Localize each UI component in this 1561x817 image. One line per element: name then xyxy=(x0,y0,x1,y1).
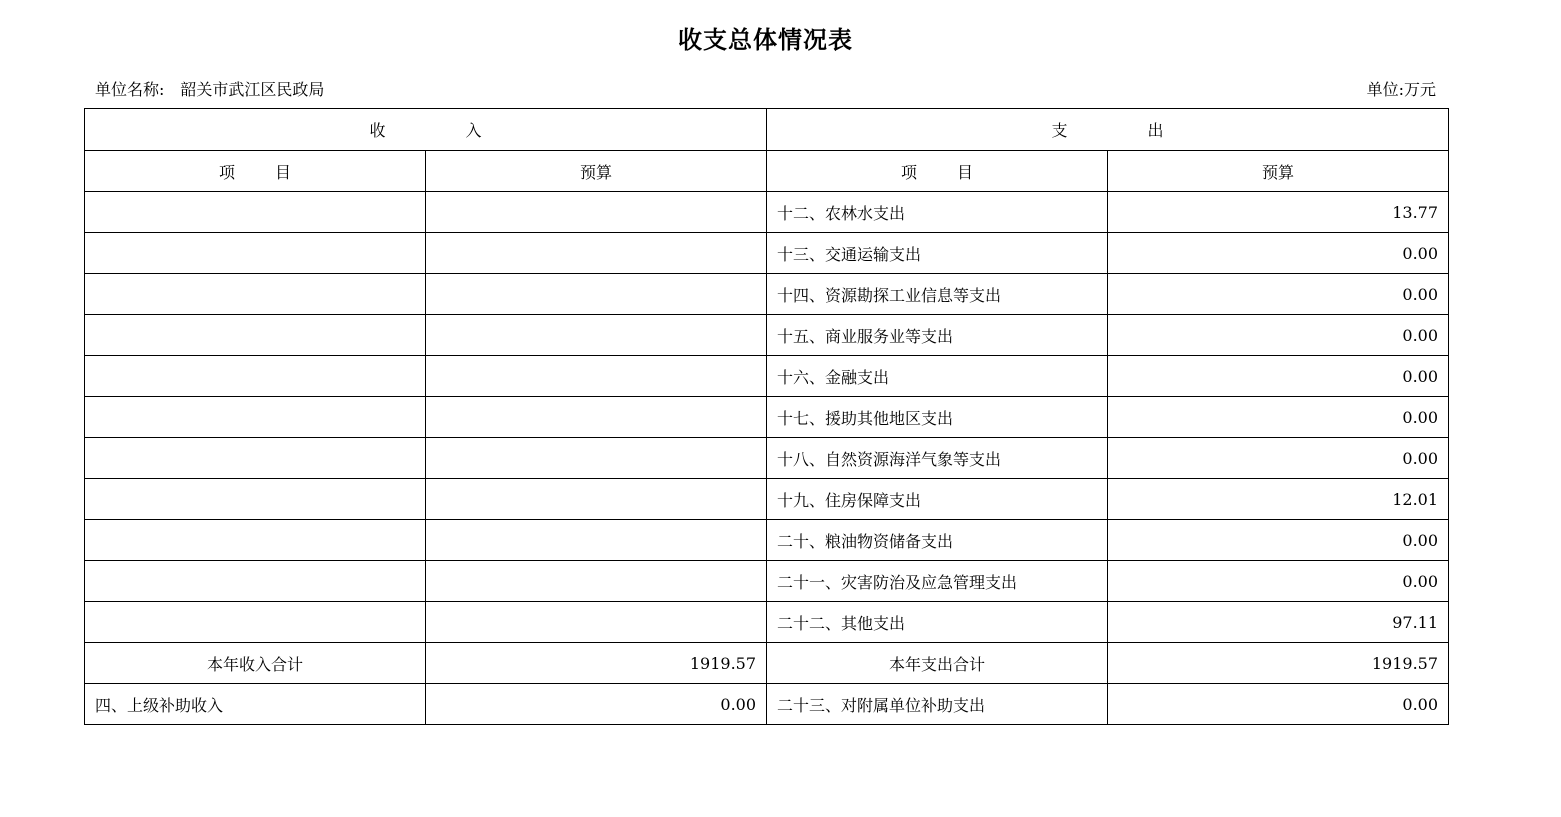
subsidy-row xyxy=(85,684,1449,725)
income-item-cell xyxy=(85,274,426,315)
expense-amount-cell: 0.00 xyxy=(1108,315,1449,356)
income-total-amount: 1919.57 xyxy=(426,643,767,684)
expense-item-header: 项目 xyxy=(767,151,1108,192)
expense-amount-cell: 0.00 xyxy=(1108,356,1449,397)
table-row xyxy=(85,315,1449,356)
section-header-row xyxy=(85,109,1449,151)
expense-amount-cell: 13.77 xyxy=(1108,192,1449,233)
organization-line xyxy=(95,77,324,100)
income-section-header: 收入 xyxy=(85,109,767,151)
expense-budget-header: 预算 xyxy=(1108,151,1449,192)
expense-amount-cell: 97.11 xyxy=(1108,602,1449,643)
income-amount-cell xyxy=(426,274,767,315)
expense-item-cell: 十九、住房保障支出 xyxy=(767,479,1108,520)
table-row xyxy=(85,233,1449,274)
table-row xyxy=(85,561,1449,602)
expense-amount-cell: 0.00 xyxy=(1108,438,1449,479)
expense-amount-cell: 0.00 xyxy=(1108,520,1449,561)
budget-table xyxy=(84,108,1449,725)
income-item-cell xyxy=(85,479,426,520)
expense-total-amount: 1919.57 xyxy=(1108,643,1449,684)
table-row xyxy=(85,602,1449,643)
income-amount-cell xyxy=(426,397,767,438)
expense-item-cell: 十七、援助其他地区支出 xyxy=(767,397,1108,438)
income-item-cell xyxy=(85,233,426,274)
income-item-cell xyxy=(85,561,426,602)
expense-item-cell: 二十、粮油物资储备支出 xyxy=(767,520,1108,561)
expense-amount-cell: 0.00 xyxy=(1108,684,1449,725)
expense-amount-cell: 0.00 xyxy=(1108,233,1449,274)
income-item-cell xyxy=(85,356,426,397)
expense-amount-cell: 12.01 xyxy=(1108,479,1449,520)
currency-unit: 单位:万元 xyxy=(1366,80,1436,99)
expense-section-header: 支出 xyxy=(767,109,1449,151)
income-item-cell xyxy=(85,602,426,643)
page-title: 收支总体情况表 xyxy=(678,26,853,54)
expense-item-cell: 十六、金融支出 xyxy=(767,356,1108,397)
expense-item-cell: 十四、资源勘探工业信息等支出 xyxy=(767,274,1108,315)
income-item-cell xyxy=(85,192,426,233)
income-budget-header: 预算 xyxy=(426,151,767,192)
expense-item-cell: 十五、商业服务业等支出 xyxy=(767,315,1108,356)
expense-item-cell: 二十一、灾害防治及应急管理支出 xyxy=(767,561,1108,602)
expense-total-label: 本年支出合计 xyxy=(767,643,1108,684)
expense-amount-cell: 0.00 xyxy=(1108,561,1449,602)
column-header-row xyxy=(85,151,1449,192)
income-amount-cell xyxy=(426,602,767,643)
expense-item-cell: 十八、自然资源海洋气象等支出 xyxy=(767,438,1108,479)
income-amount-cell: 0.00 xyxy=(426,684,767,725)
totals-row xyxy=(85,643,1449,684)
table-row xyxy=(85,356,1449,397)
income-item-cell xyxy=(85,438,426,479)
income-amount-cell xyxy=(426,315,767,356)
expense-amount-cell: 0.00 xyxy=(1108,397,1449,438)
income-item-cell xyxy=(85,397,426,438)
income-total-label: 本年收入合计 xyxy=(85,643,426,684)
income-amount-cell xyxy=(426,438,767,479)
table-row xyxy=(85,397,1449,438)
income-amount-cell xyxy=(426,561,767,602)
table-row xyxy=(85,520,1449,561)
expense-item-cell: 二十二、其他支出 xyxy=(767,602,1108,643)
expense-item-cell: 十二、农林水支出 xyxy=(767,192,1108,233)
income-item-header: 项目 xyxy=(85,151,426,192)
expense-amount-cell: 0.00 xyxy=(1108,274,1449,315)
income-amount-cell xyxy=(426,479,767,520)
table-row xyxy=(85,438,1449,479)
income-amount-cell xyxy=(426,520,767,561)
income-item-cell xyxy=(85,520,426,561)
income-amount-cell xyxy=(426,356,767,397)
table-row xyxy=(85,274,1449,315)
expense-item-cell: 十三、交通运输支出 xyxy=(767,233,1108,274)
income-item-cell xyxy=(85,315,426,356)
income-amount-cell xyxy=(426,192,767,233)
income-amount-cell xyxy=(426,233,767,274)
income-item-cell: 四、上级补助收入 xyxy=(85,684,426,725)
table-row xyxy=(85,192,1449,233)
organization-name: 韶关市武江区民政局 xyxy=(180,80,325,99)
table-row xyxy=(85,479,1449,520)
unit-name-label: 单位名称: xyxy=(95,80,165,99)
expense-item-cell: 二十三、对附属单位补助支出 xyxy=(767,684,1108,725)
